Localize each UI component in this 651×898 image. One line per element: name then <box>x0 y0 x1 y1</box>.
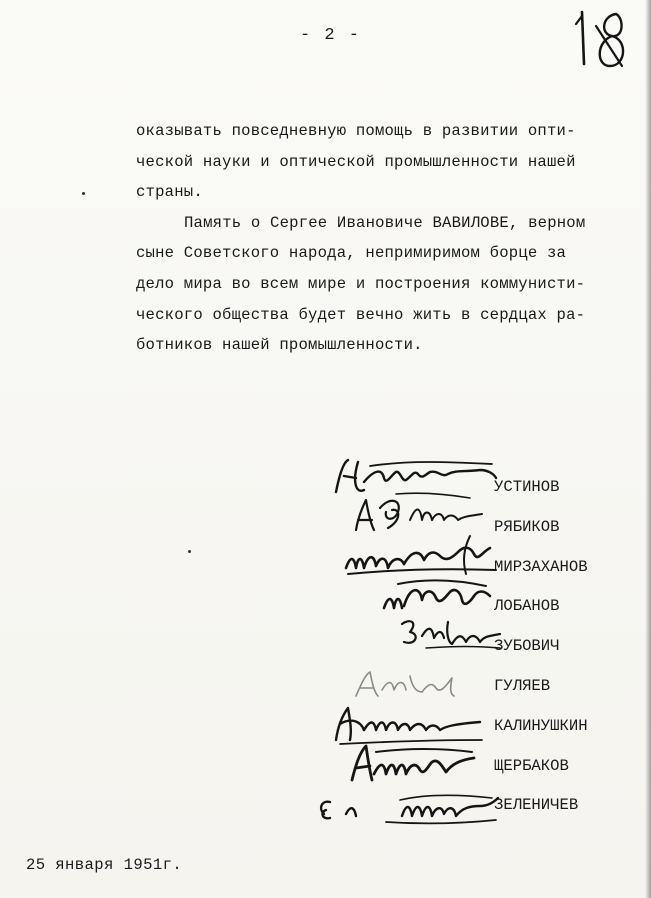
signature-zelenichev <box>316 780 502 830</box>
letter-body <box>136 116 626 361</box>
scan-edge-shadow <box>645 0 651 898</box>
signatory-name: ЗЕЛЕНИЧЕВ <box>494 796 579 815</box>
page-number: - 2 - <box>300 26 362 45</box>
signatories-list <box>494 468 588 826</box>
signatory-name: УСТИНОВ <box>494 478 560 496</box>
signatory-name: ЩЕРБАКОВ <box>494 756 569 775</box>
signatory-name: ЛОБАНОВ <box>494 597 560 616</box>
paragraph-1-line-1: оказывать повседневную помощь в развитии опти- <box>136 122 576 140</box>
paragraph-2-line-5: ботников нашей промышленности. <box>136 336 423 355</box>
archive-page-number-handwritten <box>572 6 636 70</box>
stray-ink-mark <box>188 550 191 553</box>
paragraph-2-line-2: сыне Советского народа, непримиримом борце за <box>136 244 567 263</box>
signatory-name: МИРЗАХАНОВ <box>494 557 588 576</box>
paragraph-2-line-3: дело мира во всем мире и построения коммунисти- <box>136 274 586 293</box>
signatory-name: КАЛИНУШКИН <box>494 716 588 735</box>
paragraph-2-line-4: ческого общества будет вечно жить в сердцах ра- <box>136 305 586 324</box>
signatory-name: ГУЛЯЕВ <box>494 676 551 695</box>
signature-gulyaev-pencil <box>350 664 460 704</box>
document-date: 25 января 1951г. <box>26 856 183 874</box>
stray-ink-mark <box>82 192 85 195</box>
paragraph-1-line-3: страны. <box>136 183 203 202</box>
signatory-name: РЯБИКОВ <box>494 517 560 536</box>
paragraph-2-line-1: Память о Сергее Ивановиче ВАВИЛОВЕ, верном <box>184 213 586 232</box>
signatory-name: ЗУБОВИЧ <box>494 637 560 656</box>
paragraph-1-line-2: ческой науки и оптической промышленности нашей <box>136 152 576 171</box>
signature-zubovich <box>396 612 506 656</box>
